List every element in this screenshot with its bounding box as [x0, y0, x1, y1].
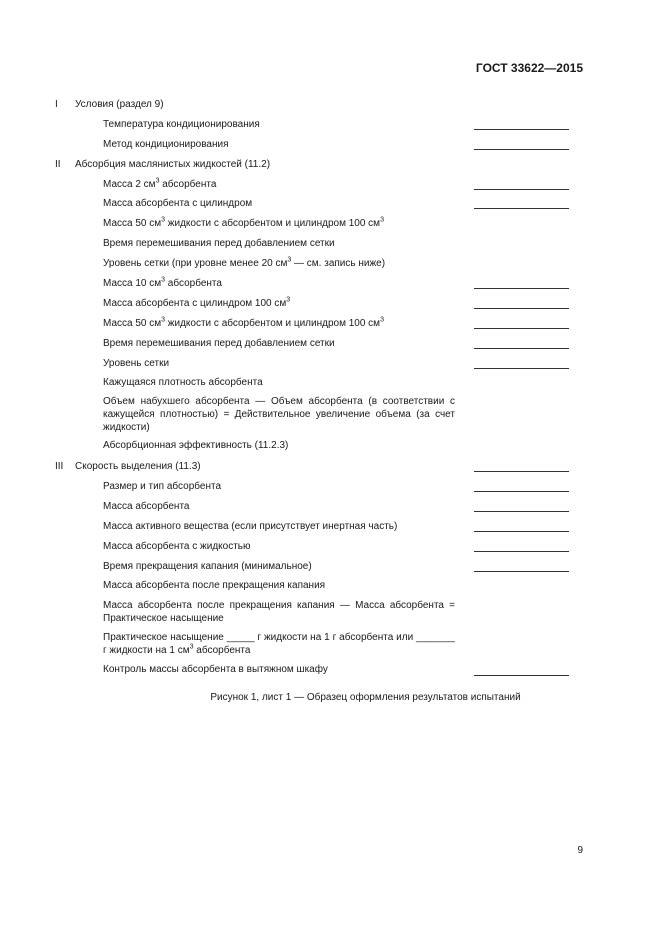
- record-label: Масса абсорбента после прекращения капания: [103, 580, 326, 591]
- record-paragraph: Масса абсорбента после прекращения капания — Масса абсорбента = Практическое насыщение: [103, 600, 455, 624]
- entry-line: [474, 288, 569, 289]
- record-label: Масса абсорбента с жидкостью: [103, 541, 251, 552]
- entry-line: [474, 491, 569, 492]
- record-paragraph: Практическое насыщение _____ г жидкости на 1 г абсорбента или _______ г жидкости на 1 $см^3$ абсорбента: [103, 632, 455, 656]
- record-label: Метод кондиционирования: [103, 139, 229, 150]
- entry-line: [474, 551, 569, 552]
- section-title: Скорость выделения (11.3): [75, 461, 201, 472]
- entry-line: [474, 129, 569, 130]
- record-label: Время перемешивания перед добавлением сетки: [103, 338, 335, 349]
- section-number: I: [55, 99, 58, 110]
- entry-line: [474, 675, 569, 676]
- entry-line: [474, 189, 569, 190]
- entry-line: [474, 149, 569, 150]
- entry-line: [474, 571, 569, 572]
- record-label: Масса абсорбента: [103, 501, 190, 512]
- record-label: Масса 50 $см^3$ жидкости с абсорбентом и цилиндром 100 $см^3$: [103, 316, 384, 329]
- section-number: II: [55, 159, 61, 170]
- figure-caption: Рисунок 1, лист 1 — Образец оформления результатов испытаний: [210, 692, 521, 703]
- entry-line: [474, 471, 569, 472]
- entry-line: [474, 328, 569, 329]
- record-paragraph: Объем набухшего абсорбента — Объем абсорбента (в соответствии с кажущейся плотностью) = Действительное увеличение объема (за счет жидкости): [103, 396, 455, 433]
- record-label: Масса абсорбента с цилиндром: [103, 198, 253, 209]
- entry-line: [474, 348, 569, 349]
- record-label: Масса абсорбента с цилиндром 100 $см^3$: [103, 296, 291, 309]
- record-label: Время перемешивания перед добавлением сетки: [103, 238, 335, 249]
- record-label: Уровень сетки (при уровне менее 20 $см^3$ — см. запись ниже): [103, 256, 386, 269]
- record-label: Температура кондиционирования: [103, 119, 260, 130]
- entry-line: [474, 208, 569, 209]
- section-title: Условия (раздел 9): [75, 99, 164, 110]
- entry-line: [474, 531, 569, 532]
- record-label: Масса активного вещества (если присутствует инертная часть): [103, 521, 398, 532]
- entry-line: [474, 308, 569, 309]
- section-title: Абсорбция маслянистых жидкостей (11.2): [75, 159, 271, 170]
- record-label: Время прекращения капания (минимальное): [103, 561, 312, 572]
- section-number: III: [55, 461, 64, 472]
- record-label: Абсорбционная эффективность (11.2.3): [103, 440, 289, 451]
- record-label: Масса 2 $см^3$ абсорбента: [103, 177, 217, 190]
- record-label: Уровень сетки: [103, 358, 170, 369]
- document-header: ГОСТ 33622—2015: [475, 61, 583, 75]
- entry-line: [474, 511, 569, 512]
- record-label: Контроль массы абсорбента в вытяжном шкафу: [103, 664, 328, 675]
- entry-line: [474, 368, 569, 369]
- record-label: Масса 10 $см^3$ абсорбента: [103, 276, 222, 289]
- record-label: Кажущаяся плотность абсорбента: [103, 377, 263, 388]
- record-label: Размер и тип абсорбента: [103, 481, 222, 492]
- record-label: Масса 50 $см^3$ жидкости с абсорбентом и цилиндром 100 $см^3$: [103, 216, 384, 229]
- page-number: 9: [577, 845, 583, 856]
